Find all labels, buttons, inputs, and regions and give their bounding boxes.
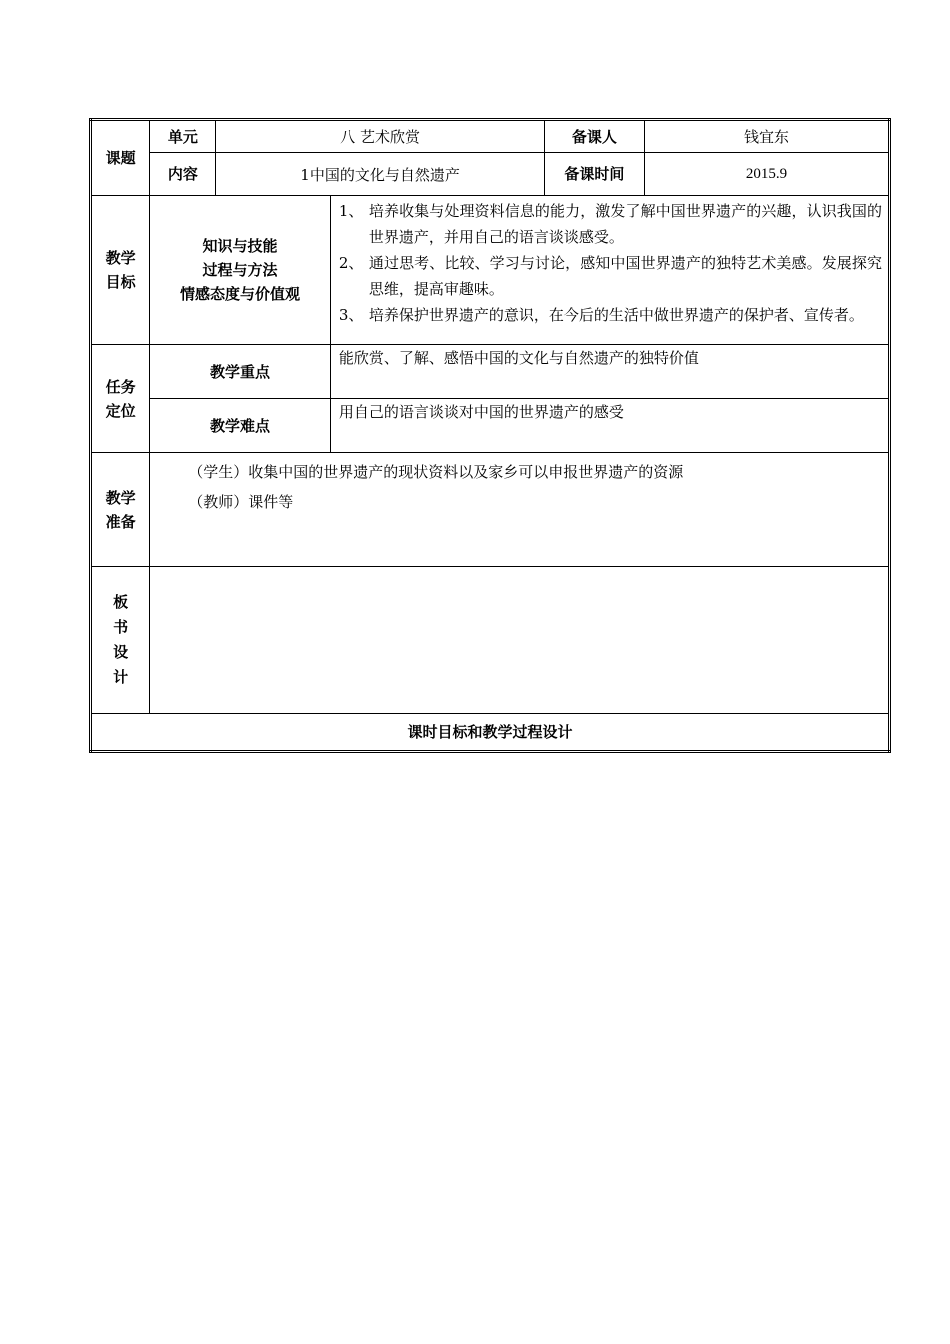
difficult-point-value: 用自己的语言谈谈对中国的世界遗产的感受 bbox=[330, 399, 889, 453]
teacher-preparation: （教师）课件等 bbox=[188, 493, 294, 511]
task-difficult-row bbox=[91, 399, 890, 453]
objectives-list bbox=[330, 196, 889, 345]
objectives-label: 教学 目标 bbox=[91, 196, 150, 345]
objective-item: 2、 通过思考、比较、学习与讨论，感知中国世界遗产的独特艺术美感。发展探究思维，提高审趣味。 bbox=[338, 254, 882, 298]
footer-row bbox=[91, 714, 890, 752]
unit-label: 单元 bbox=[150, 120, 216, 153]
preparation-row bbox=[91, 453, 890, 567]
task-key-row bbox=[91, 345, 890, 399]
board-design-label: 板 书 设 计 bbox=[91, 567, 150, 714]
header-row-unit bbox=[91, 120, 890, 153]
key-point-value: 能欣赏、了解、感悟中国的文化与自然遗产的独特价值 bbox=[330, 345, 889, 399]
objectives-row bbox=[91, 196, 890, 345]
objectives-dimensions bbox=[150, 196, 331, 345]
lesson-plan-table bbox=[89, 118, 891, 753]
dimension-process: 过程与方法 bbox=[202, 261, 278, 279]
prep-time-label: 备课时间 bbox=[544, 153, 644, 196]
dimension-knowledge: 知识与技能 bbox=[202, 237, 278, 255]
preparer-label: 备课人 bbox=[544, 120, 644, 153]
unit-value: 八 艺术欣赏 bbox=[216, 120, 544, 153]
difficult-point-label: 教学难点 bbox=[150, 399, 331, 453]
content-value: 1中国的文化与自然遗产 bbox=[216, 153, 544, 196]
prep-time-value: 2015.9 bbox=[645, 153, 890, 196]
board-design-content bbox=[150, 567, 890, 714]
dimension-attitude: 情感态度与价值观 bbox=[180, 285, 301, 303]
header-row-content bbox=[91, 153, 890, 196]
key-point-label: 教学重点 bbox=[150, 345, 331, 399]
topic-label: 课题 bbox=[91, 120, 150, 196]
objective-item: 3、 培养保护世界遗产的意识，在今后的生活中做世界遗产的保护者、宣传者。 bbox=[338, 306, 864, 324]
preparation-label: 教学 准备 bbox=[91, 453, 150, 567]
preparation-content bbox=[150, 453, 890, 567]
preparer-value: 钱宜东 bbox=[645, 120, 890, 153]
content-label: 内容 bbox=[150, 153, 216, 196]
board-design-row bbox=[91, 567, 890, 714]
task-label: 任务 定位 bbox=[91, 345, 150, 453]
lesson-process-title: 课时目标和教学过程设计 bbox=[91, 714, 890, 752]
student-preparation: （学生）收集中国的世界遗产的现状资料以及家乡可以申报世界遗产的资源 bbox=[188, 463, 684, 481]
objective-item: 1、 培养收集与处理资料信息的能力，激发了解中国世界遗产的兴趣，认识我国的世界遗产，并用自己的语言谈谈感受。 bbox=[338, 202, 882, 246]
